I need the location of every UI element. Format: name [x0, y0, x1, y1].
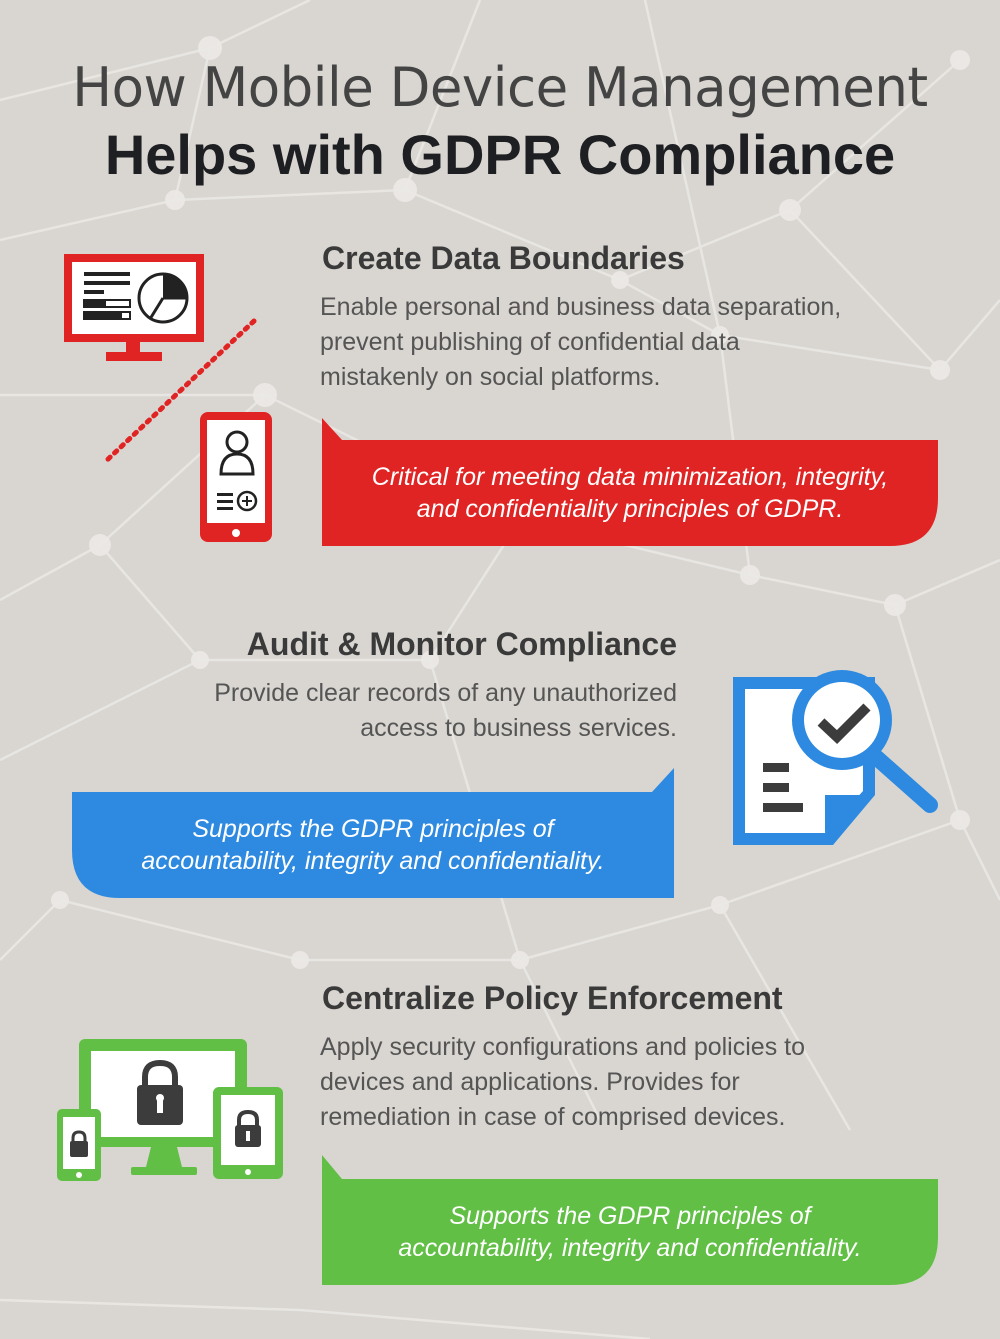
- callout-text: Supports the GDPR principles of: [449, 1202, 811, 1230]
- callout-text: accountability, integrity and confidentiality.: [141, 847, 605, 875]
- section-body: Provide clear records of any unauthorized access to business services.: [214, 679, 677, 742]
- locked-devices-icon: [55, 1035, 285, 1185]
- page-title-line2: Helps with GDPR Compliance: [104, 123, 896, 186]
- callout-blue: [72, 768, 674, 898]
- callout-text: Critical for meeting data minimization, integrity,: [371, 463, 889, 491]
- callout-text: and confidentiality principles of GDPR.: [416, 495, 844, 523]
- callout-text: accountability, integrity and confidentiality.: [398, 1234, 862, 1262]
- section-heading: Centralize Policy Enforcement: [322, 980, 783, 1016]
- document-magnifier-check-icon: [725, 655, 945, 855]
- callout-red: [322, 418, 938, 546]
- section-heading: Create Data Boundaries: [322, 240, 685, 276]
- page-title-line1: How Mobile Device Management: [72, 56, 928, 119]
- callout-text: Supports the GDPR principles of: [192, 815, 554, 843]
- section-body: Apply security configurations and policies to devices and applications. Provides for remediation in case of comprised devices.: [320, 1033, 805, 1131]
- callout-green: [322, 1155, 938, 1285]
- monitor-phone-separation-icon: [60, 250, 290, 550]
- section-body: Enable personal and business data separation, prevent publishing of confidential data mistakenly on social platforms.: [320, 293, 842, 391]
- section-heading: Audit & Monitor Compliance: [246, 626, 677, 662]
